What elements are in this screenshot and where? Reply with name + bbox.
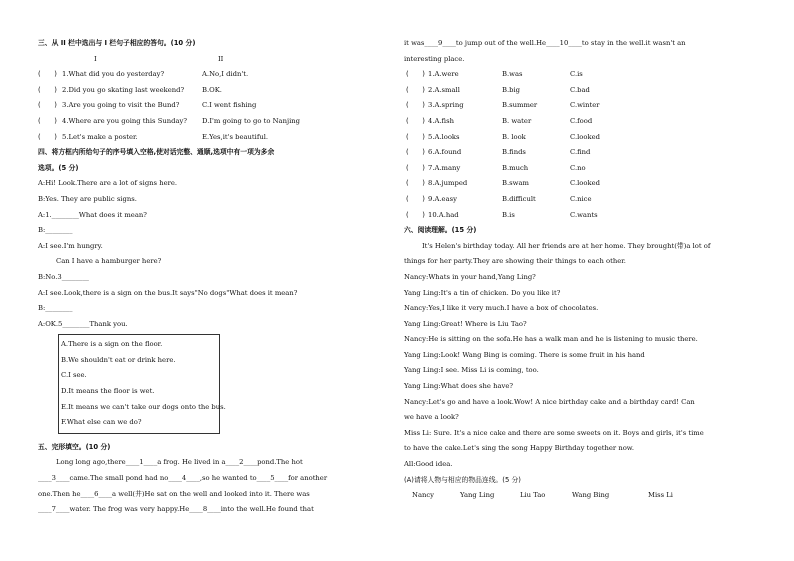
section5-passage bbox=[38, 455, 398, 517]
passage-line: to have the cake.Let's sing the song Happy Birthday together now. bbox=[404, 444, 634, 453]
choice-a: 1.A.were bbox=[428, 70, 459, 79]
answer-text: D.I'm going to go to Nanjing bbox=[202, 116, 300, 125]
passage-line: Nancy:He is sitting on the sofa.He has a walk man and he is listening to music there. bbox=[404, 335, 698, 344]
passage-line: Miss Li: Sure. It's a nice cake and there are some sweets on it. Boys and girls, it's time bbox=[404, 428, 704, 437]
question-text: 5.Let's make a poster. bbox=[62, 132, 138, 141]
answer-paren: ( ) bbox=[406, 101, 425, 110]
section3-column-headers bbox=[38, 52, 398, 68]
choice-c: C.looked bbox=[570, 179, 600, 188]
option-item: B.We shouldn't eat or drink here. bbox=[61, 355, 176, 364]
choice-row bbox=[404, 192, 764, 208]
choice-c: C.no bbox=[570, 163, 586, 172]
choice-a: 7.A.many bbox=[428, 163, 461, 172]
choice-c: C.wants bbox=[570, 210, 598, 219]
choice-b: B.swam bbox=[502, 179, 529, 188]
answer-paren: ( ) bbox=[406, 116, 425, 125]
passage-line: Yang Ling:I see. Miss Li is coming, too. bbox=[404, 366, 539, 375]
dialogue-line: Can I have a hamburger here? bbox=[56, 257, 162, 266]
option-item: C.I see. bbox=[61, 371, 87, 380]
dialogue-line: A:Hi! Look.There are a lot of signs here. bbox=[38, 179, 178, 188]
option-item: E.It means we can't take our dogs onto the bus. bbox=[61, 402, 226, 411]
choice-a: 4.A.fish bbox=[428, 116, 454, 125]
passage-line: Yang Ling:Look! Wang Bing is coming. There is some fruit in his hand bbox=[404, 350, 645, 359]
person-name: Nancy bbox=[412, 491, 435, 500]
passage-line: ____7____water. The frog was very happy.He____8____into the well.He found that bbox=[38, 505, 314, 514]
answer-paren: ( ) bbox=[406, 210, 425, 219]
answer-paren: ( ) bbox=[406, 148, 425, 157]
dialogue-line: B:No.3________ bbox=[38, 272, 89, 281]
passage-line: Yang Ling:What does she have? bbox=[404, 382, 514, 391]
passage-line: Long long ago,there____1____a frog. He lived in a____2____pond.The hot bbox=[56, 458, 303, 467]
section6-passage bbox=[404, 239, 764, 473]
choice-b: B.is bbox=[502, 210, 515, 219]
passage-line: Nancy:Let's go and have a look.Wow! A nice birthday cake and a birthday card! Can bbox=[404, 397, 695, 406]
section6-title: 六、阅读理解。(15 分) bbox=[404, 226, 477, 235]
option-item: A.There is a sign on the floor. bbox=[61, 340, 163, 349]
choice-c: C.winter bbox=[570, 101, 600, 110]
col-ii-header: II bbox=[218, 54, 224, 63]
choice-row bbox=[404, 145, 764, 161]
right-column bbox=[404, 36, 764, 504]
choice-row bbox=[404, 176, 764, 192]
choice-a: 9.A.easy bbox=[428, 194, 457, 203]
choice-a: 8.A.jumped bbox=[428, 179, 468, 188]
section5-choices bbox=[404, 67, 764, 223]
question-text: 3.Are you going to visit the Bund? bbox=[62, 101, 180, 110]
choice-a: 10.A.had bbox=[428, 210, 459, 219]
choice-row bbox=[404, 83, 764, 99]
section3-rows bbox=[38, 67, 398, 145]
section4-title-line2: 选项。(5 分) bbox=[38, 163, 79, 172]
answer-paren: ( ) bbox=[38, 132, 57, 141]
choice-b: B.much bbox=[502, 163, 529, 172]
question-text: 2.Did you go skating last weekend? bbox=[62, 85, 185, 94]
dialogue-line: A:I see.I'm hungry. bbox=[38, 241, 103, 250]
answer-paren: ( ) bbox=[38, 85, 57, 94]
choice-row bbox=[404, 114, 764, 130]
match-row bbox=[38, 67, 398, 83]
choice-c: C.looked bbox=[570, 132, 600, 141]
left-column bbox=[38, 36, 398, 518]
choice-b: B. look bbox=[502, 132, 526, 141]
passage-line: things for her party.They are showing their things to each other. bbox=[404, 257, 626, 266]
person-name: Wang Bing bbox=[572, 491, 610, 500]
match-row bbox=[38, 114, 398, 130]
options-box bbox=[58, 334, 226, 434]
choice-b: B.big bbox=[502, 85, 521, 94]
choice-c: C.nice bbox=[570, 194, 592, 203]
passage-line: It's Helen's birthday today. All her friends are at her home. They brought(带)a lot of bbox=[422, 241, 711, 250]
choice-b: B.was bbox=[502, 70, 523, 79]
person-name: Yang Ling bbox=[460, 491, 495, 500]
dialogue-line: B:________ bbox=[38, 226, 73, 235]
answer-paren: ( ) bbox=[406, 179, 425, 188]
choice-b: B.summer bbox=[502, 101, 538, 110]
answer-paren: ( ) bbox=[38, 116, 57, 125]
choice-b: B.finds bbox=[502, 148, 526, 157]
section6-task: (A)请将人物与相应的物品连线。(5 分) bbox=[404, 475, 521, 484]
section3-title: 三、从 II 栏中选出与 I 栏句子相应的答句。(10 分) bbox=[38, 39, 196, 47]
section5-passage-continued bbox=[404, 36, 764, 67]
dialogue-line: A:I see.Look,there is a sign on the bus.It says"No dogs"What does it mean? bbox=[38, 288, 298, 297]
dialogue-line: B:________ bbox=[38, 304, 73, 313]
choice-c: C.bad bbox=[570, 85, 590, 94]
match-row bbox=[38, 130, 398, 146]
passage-line: interesting place. bbox=[404, 54, 465, 63]
passage-line: All:Good idea. bbox=[404, 460, 453, 469]
passage-line: Yang Ling:It's a tin of chicken. Do you like it? bbox=[404, 288, 561, 297]
answer-paren: ( ) bbox=[38, 70, 57, 79]
dialogue-line: B:Yes. They are public signs. bbox=[38, 194, 137, 203]
option-item: F.What else can we do? bbox=[61, 418, 142, 427]
answer-paren: ( ) bbox=[406, 70, 425, 79]
passage-line: we have a look? bbox=[404, 413, 459, 422]
choice-b: B.difficult bbox=[502, 194, 536, 203]
person-name: Miss Li bbox=[648, 491, 673, 500]
choice-a: 3.A.spring bbox=[428, 101, 464, 110]
passage-line: Yang Ling:Great! Where is Liu Tao? bbox=[404, 319, 527, 328]
answer-text: E.Yes,it's beautiful. bbox=[202, 132, 269, 141]
dialogue-line: A:OK.5________Thank you. bbox=[38, 319, 128, 328]
passage-line: one.Then he____6____a well(井)He sat on the well and looked into it. There was bbox=[38, 489, 310, 498]
choice-c: C.food bbox=[570, 116, 593, 125]
passage-line: it was____9____to jump out of the well.He____10____to stay in the well.it wasn't an bbox=[404, 39, 686, 47]
choice-row bbox=[404, 67, 764, 83]
col-i-header: I bbox=[94, 54, 97, 63]
answer-text: C.I went fishing bbox=[202, 101, 257, 110]
answer-paren: ( ) bbox=[406, 163, 425, 172]
choice-b: B. water bbox=[502, 116, 532, 125]
answer-paren: ( ) bbox=[406, 85, 425, 94]
question-text: 4.Where are you going this Sunday? bbox=[62, 116, 187, 125]
choice-row bbox=[404, 161, 764, 177]
answer-paren: ( ) bbox=[406, 132, 425, 141]
passage-line: Nancy:Yes,I like it very much.I have a box of chocolates. bbox=[404, 304, 599, 313]
passage-line: Nancy:Whats in your hand,Yang Ling? bbox=[404, 272, 536, 281]
section4-dialogue bbox=[38, 176, 398, 332]
choice-row bbox=[404, 208, 764, 224]
answer-text: A.No,I didn't. bbox=[202, 70, 249, 79]
choice-a: 2.A.small bbox=[428, 85, 460, 94]
choice-a: 5.A.looks bbox=[428, 132, 460, 141]
choice-a: 6.A.found bbox=[428, 148, 462, 157]
choice-c: C.find bbox=[570, 148, 591, 157]
names-row bbox=[404, 488, 764, 504]
question-text: 1.What did you do yesterday? bbox=[62, 70, 165, 79]
choice-row bbox=[404, 98, 764, 114]
answer-paren: ( ) bbox=[38, 101, 57, 110]
passage-line: ____3____came.The small pond had no____4____,so he wanted to____5____for another bbox=[38, 474, 328, 483]
answer-text: B.OK. bbox=[202, 85, 222, 94]
match-row bbox=[38, 83, 398, 99]
choice-c: C.is bbox=[570, 70, 583, 79]
option-item: D.It means the floor is wet. bbox=[61, 387, 155, 396]
section4-title-line1: 四、将方框内所给句子的序号填入空格,使对话完整、通顺,选项中有一项为多余 bbox=[38, 148, 275, 157]
person-name: Liu Tao bbox=[520, 491, 546, 500]
answer-paren: ( ) bbox=[406, 194, 425, 203]
match-row bbox=[38, 98, 398, 114]
section5-title: 五、完形填空。(10 分) bbox=[38, 442, 111, 451]
dialogue-line: A:1.________What does it mean? bbox=[38, 210, 147, 219]
choice-row bbox=[404, 130, 764, 146]
